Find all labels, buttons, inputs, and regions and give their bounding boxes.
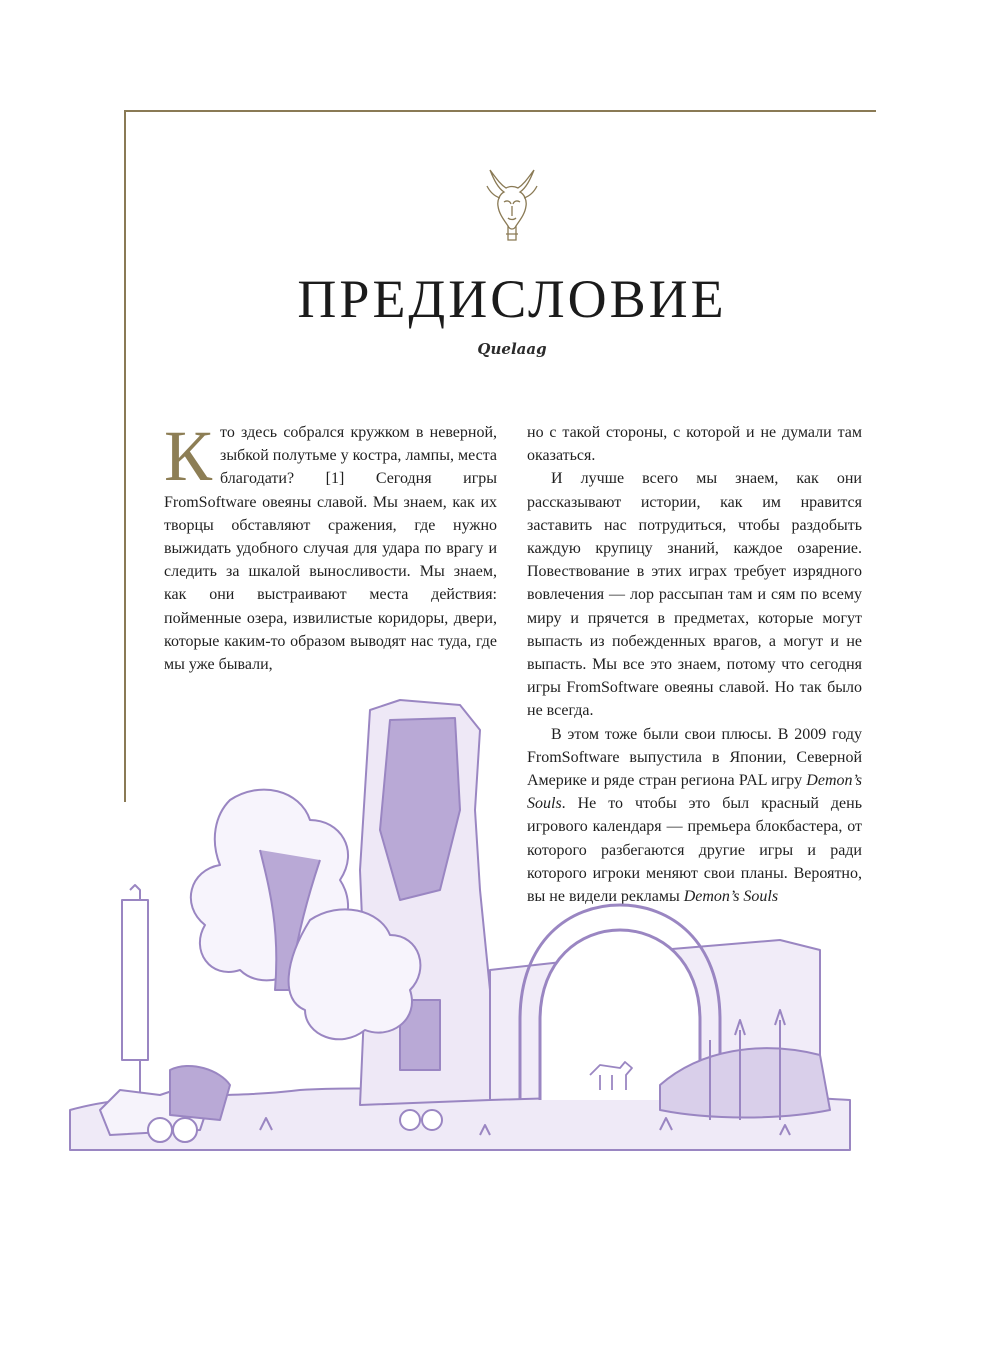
paragraph: но с такой стороны, с которой и не думали там оказаться. [527, 424, 862, 465]
paragraph: И лучше всего мы знаем, как они рассказывают истории, как им нравится заставить нас потрудиться, чтобы раздобыть каждую крупицу знаний, каждое озарение. Повествование в этих играх требует изрядного вовлечения — лор рассыпан там и сям по всему миру и прячется в предметах, которые могут выпасть из побежденных врагов, а могут и не выпасть. Мы все это знаем, потому что сегодня игры FromSoftware овеяны славой. Но так было не всегда. [527, 470, 862, 720]
frame-top-border [124, 110, 876, 112]
chapter-title: ПРЕДИСЛОВИЕ [297, 269, 727, 329]
chapter-author: Quelaag [477, 340, 547, 358]
paragraph-text: В этом тоже были свои плюсы. В 2009 году FromSoftware выпустила в Японии, Северной Америке и ряде стран региона PAL игру [527, 725, 862, 790]
castle-ruins-illustration [60, 690, 860, 1160]
game-title: Demon’s Souls [527, 772, 862, 813]
game-title: Demon’s Souls [683, 888, 779, 906]
paragraph [164, 416, 497, 676]
paragraph-text: . Не то чтобы это был красный день игрового календаря — премьера блокбастера, от которого разбегаются другие игры и ради которого игроки меняют свои планы. Вероятно, вы не видели рекламы [527, 795, 862, 906]
paragraph-text: то здесь собрался кружком в неверной, зыбкой полутьме у костра, лампы, места благодати? [1] Сегодня игры FromSoftware овеяны славой. Мы знаем, как их творцы обставляют сражения, где нужно выжидать удобного случая для удара по врагу и следить за шкалой выносливости. Мы знаем, как они выстраивают места действия: пойменные озера, извилистые коридоры, двери, которые каким-то образом выводят нас туда, где мы уже бывали, [164, 424, 497, 674]
horned-mask-icon [484, 168, 540, 244]
text-column-left [164, 416, 497, 676]
drop-cap: К [164, 416, 213, 496]
